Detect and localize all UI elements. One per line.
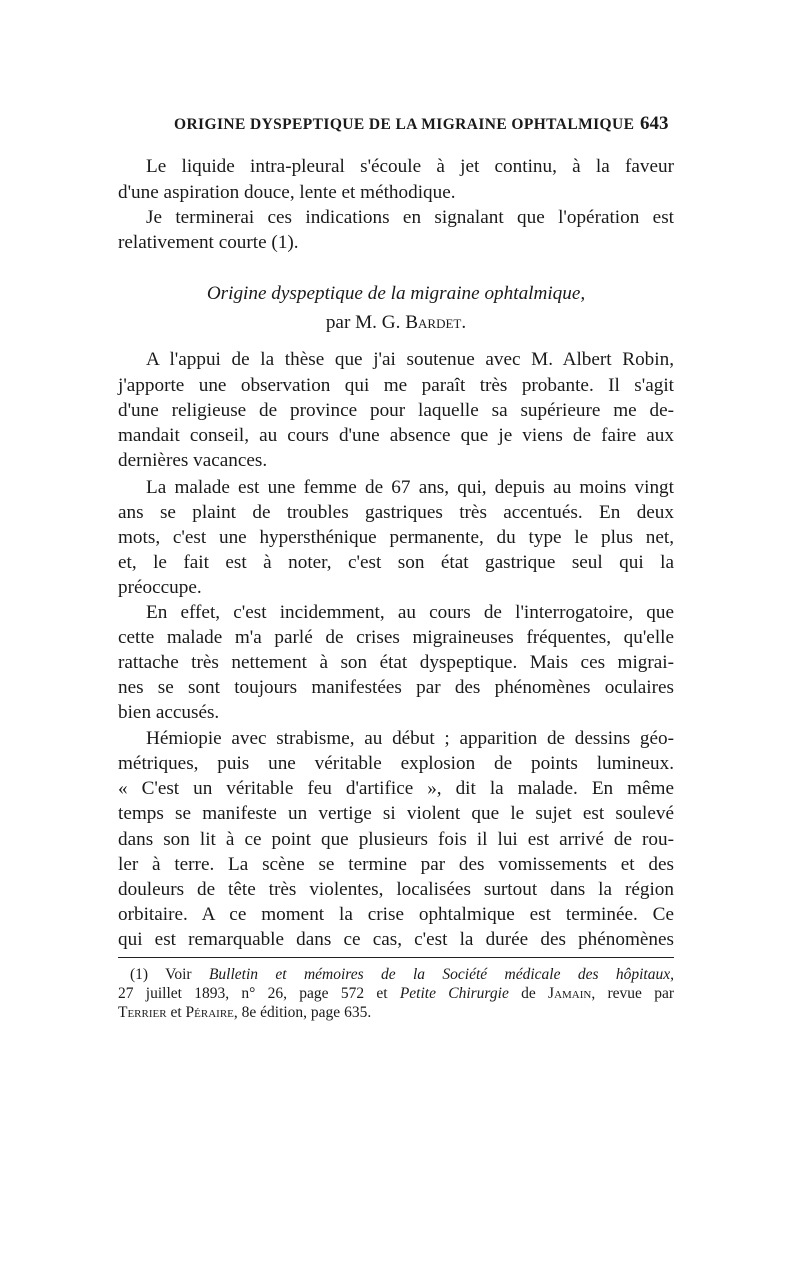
- article-author: [118, 313, 674, 332]
- body-line-11: En effet, c'est incidemment, au cours de l'interrogatoire, que: [146, 602, 674, 623]
- intro-line-1: Le liquide intra-pleural s'écoule à jet continu, à la faveur: [146, 156, 674, 177]
- footnote-journal: Bulletin et mémoires de la Société médicale des hôpitaux,: [208, 966, 674, 983]
- footnote-et: et: [166, 1004, 186, 1021]
- body-line-14: nes se sont toujours manifestées par des phénomènes oculaires: [118, 677, 674, 698]
- footnote-revue: , revue par: [591, 985, 674, 1002]
- body-line-3: d'une religieuse de province pour laquelle sa supérieure me de-: [118, 400, 674, 421]
- body-line-24: qui est remarquable dans ce cas, c'est la durée des phénomènes: [118, 929, 674, 950]
- footnote-author-terrier: Terrier: [118, 1004, 167, 1021]
- body-line-18: « C'est un véritable feu d'artifice », dit la malade. En même: [118, 778, 674, 799]
- body-line-8: mots, c'est une hypersthénique permanente, du type le plus net,: [118, 527, 674, 548]
- body-line-12: cette malade m'a parlé de crises migraineuses fréquentes, qu'elle: [118, 627, 674, 648]
- intro-line-3: Je terminerai ces indications en signalant que l'opération est: [146, 207, 674, 228]
- footnote-mark: (1) Voir: [130, 966, 209, 983]
- footnote-edition: , 8e édition, page 635.: [233, 1004, 372, 1021]
- intro-line-4: relativement courte (1).: [118, 232, 299, 253]
- footnote-date: 27 juillet 1893, n° 26, page 572 et: [118, 985, 400, 1002]
- footnote-author-jamain: Jamain: [548, 985, 592, 1002]
- page-number: 643: [640, 113, 669, 134]
- body-line-13: rattache très nettement à son état dyspeptique. Mais ces migrai-: [118, 652, 674, 673]
- body-line-20: dans son lit à ce point que plusieurs fois il lui est arrivé de rou-: [118, 829, 674, 850]
- body-line-1: A l'appui de la thèse que j'ai soutenue avec M. Albert Robin,: [146, 349, 674, 370]
- author-name: Bardet.: [405, 312, 467, 333]
- body-line-5: dernières vacances.: [118, 450, 268, 471]
- body-line-6: La malade est une femme de 67 ans, qui, depuis au moins vingt: [146, 477, 674, 498]
- running-header: [174, 113, 674, 134]
- body-line-10: préoccupe.: [118, 577, 202, 598]
- body-line-4: mandait conseil, au cours d'une absence que je viens de faire aux: [118, 425, 674, 446]
- body-line-21: ler à terre. La scène se termine par des vomissements et des: [118, 854, 674, 875]
- body-line-23: orbitaire. A ce moment la crise ophtalmique est terminée. Ce: [118, 904, 674, 925]
- footnote-line-2: [118, 986, 674, 1002]
- body-line-9: et, le fait est à noter, c'est son état gastrique seul qui la: [118, 552, 674, 573]
- footnote-de: de: [508, 985, 549, 1002]
- footnote-book: Petite Chirurgie: [399, 985, 509, 1002]
- article-title: Origine dyspeptique de la migraine ophtalmique,: [206, 283, 586, 304]
- body-line-16: Hémiopie avec strabisme, au début ; apparition de dessins géo-: [146, 728, 674, 749]
- body-line-15: bien accusés.: [118, 702, 220, 723]
- body-line-19: temps se manifeste un vertige si violent que le sujet est soulevé: [118, 803, 674, 824]
- footnote-line-3: [118, 1005, 674, 1021]
- body-line-17: métriques, puis une véritable explosion de points lumineux.: [118, 753, 674, 774]
- footnote-line-1: [118, 967, 674, 983]
- body-line-22: douleurs de tête très violentes, localisées surtout dans la région: [118, 879, 674, 900]
- footnote-author-peraire: Péraire: [185, 1004, 234, 1021]
- footnote-rule: [118, 957, 674, 958]
- body-line-7: ans se plaint de troubles gastriques très accentués. En deux: [118, 502, 674, 523]
- author-prefix: par M. G.: [325, 312, 406, 333]
- running-title: ORIGINE DYSPEPTIQUE DE LA MIGRAINE OPHTALMIQUE: [174, 116, 635, 133]
- intro-line-2: d'une aspiration douce, lente et méthodique.: [118, 182, 456, 203]
- body-line-2: j'apporte une observation qui me paraît très probante. Il s'agit: [118, 375, 674, 396]
